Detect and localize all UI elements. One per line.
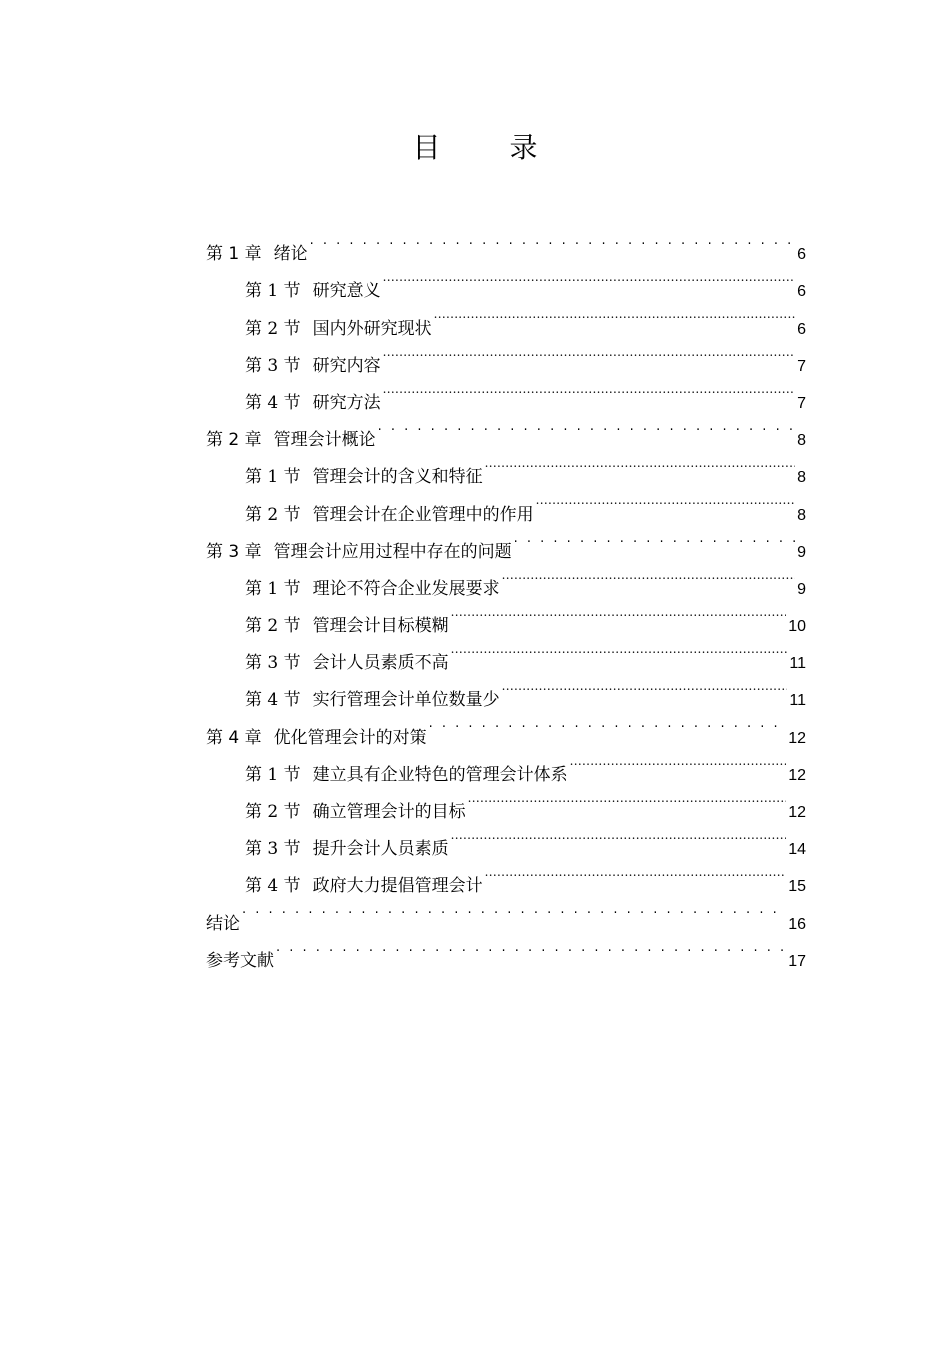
dot-leader — [536, 482, 795, 519]
toc-entry-number: 第 1 章 — [206, 244, 262, 265]
toc-page-number: 12 — [788, 804, 806, 821]
toc-page-number: 6 — [797, 283, 806, 301]
toc-entry-number: 第 4 节 — [245, 690, 301, 711]
dot-leader — [434, 296, 795, 333]
toc-entry-number: 第 2 节 — [245, 802, 301, 822]
dot-leader — [485, 854, 787, 891]
toc-entry-number: 第 2 节 — [245, 504, 301, 525]
toc-page-number: 12 — [788, 766, 806, 784]
toc-entry-title: 管理会计概论 — [273, 430, 376, 451]
toc-page-number: 11 — [789, 655, 806, 673]
toc-entry-number: 第 2 节 — [245, 616, 301, 637]
toc-entry-title: 研究意义 — [312, 281, 381, 302]
toc-page-number: 17 — [788, 952, 806, 970]
toc-page-number: 8 — [797, 506, 806, 524]
dot-leader — [276, 929, 786, 966]
toc-page-number: 14 — [788, 841, 806, 859]
dot-leader — [378, 408, 795, 445]
toc-entry-number: 第 3 章 — [206, 541, 262, 562]
toc-page-number: 12 — [788, 729, 806, 747]
toc-page-number: 6 — [797, 320, 806, 338]
toc-entry-number: 第 3 节 — [245, 355, 301, 376]
toc-entry-number: 第 1 节 — [245, 764, 301, 785]
toc-entry-title: 管理会计目标模糊 — [312, 616, 449, 637]
table-of-contents — [206, 222, 806, 971]
toc-entry-title: 提升会计人员素质 — [312, 839, 449, 860]
toc-entry-title: 实行管理会计单位数量少 — [312, 690, 500, 711]
dot-leader — [502, 557, 795, 594]
dot-leader — [383, 334, 795, 371]
toc-page-number: 8 — [797, 469, 806, 487]
dot-leader — [383, 259, 795, 296]
dot-leader — [502, 668, 788, 705]
toc-page-number: 6 — [797, 246, 806, 264]
toc-chapter-entry[interactable] — [206, 929, 806, 971]
dot-leader — [468, 780, 787, 817]
dot-leader — [310, 222, 795, 259]
toc-entry-number: 第 4 章 — [206, 727, 262, 748]
toc-entry-number: 第 2 节 — [245, 318, 301, 339]
dot-leader — [429, 705, 787, 742]
toc-entry-number: 第 2 章 — [206, 430, 262, 451]
toc-entry-number: 第 4 节 — [245, 392, 301, 413]
toc-entry-number: 第 3 节 — [245, 653, 301, 674]
toc-entry-number: 第 1 节 — [245, 467, 301, 488]
toc-entry-number: 第 1 节 — [245, 281, 301, 302]
toc-entry-title: 管理会计在企业管理中的作用 — [312, 504, 534, 525]
toc-page-number: 9 — [797, 580, 806, 598]
toc-entry-number: 第 4 节 — [245, 876, 301, 897]
toc-page-number: 7 — [797, 394, 806, 412]
toc-entry-title: 优化管理会计的对策 — [273, 727, 427, 748]
toc-entry-title: 绪论 — [273, 244, 308, 265]
toc-chapter-entry[interactable] — [206, 222, 806, 265]
dot-leader — [451, 817, 787, 854]
toc-chapter-entry[interactable] — [206, 891, 806, 934]
dot-leader — [570, 743, 787, 780]
toc-page-number: 11 — [789, 692, 806, 710]
toc-entry-title: 研究方法 — [312, 392, 381, 413]
dot-leader — [383, 371, 795, 408]
toc-page-number: 8 — [797, 432, 806, 450]
toc-entry-title: 理论不符合企业发展要求 — [312, 578, 500, 599]
dot-leader — [451, 631, 788, 668]
toc-entry-title: 研究内容 — [312, 355, 381, 376]
toc-entry-title: 确立管理会计的目标 — [312, 802, 466, 822]
toc-entry-title: 建立具有企业特色的管理会计体系 — [312, 764, 568, 785]
toc-entry-number: 第 3 节 — [245, 839, 301, 860]
dot-leader — [485, 445, 795, 482]
toc-entry-number: 第 1 节 — [245, 578, 301, 599]
toc-page-number: 7 — [797, 357, 806, 375]
page-title: 目 录 — [412, 131, 568, 164]
toc-entry-title: 管理会计的含义和特征 — [312, 467, 483, 488]
toc-page-number: 10 — [788, 618, 806, 636]
toc-entry-title: 政府大力提倡管理会计 — [312, 876, 483, 897]
toc-entry-title: 管理会计应用过程中存在的问题 — [273, 541, 512, 562]
dot-leader — [451, 594, 787, 631]
toc-page-number: 16 — [788, 915, 806, 933]
toc-page-number: 9 — [797, 543, 806, 561]
toc-entry-title: 会计人员素质不高 — [312, 653, 449, 674]
dot-leader — [242, 891, 786, 928]
toc-entry-title: 结论 — [206, 913, 240, 934]
dot-leader — [514, 520, 795, 557]
toc-entry-title: 参考文献 — [206, 950, 274, 971]
toc-page-number: 15 — [788, 878, 806, 896]
toc-entry-title: 国内外研究现状 — [312, 318, 432, 339]
